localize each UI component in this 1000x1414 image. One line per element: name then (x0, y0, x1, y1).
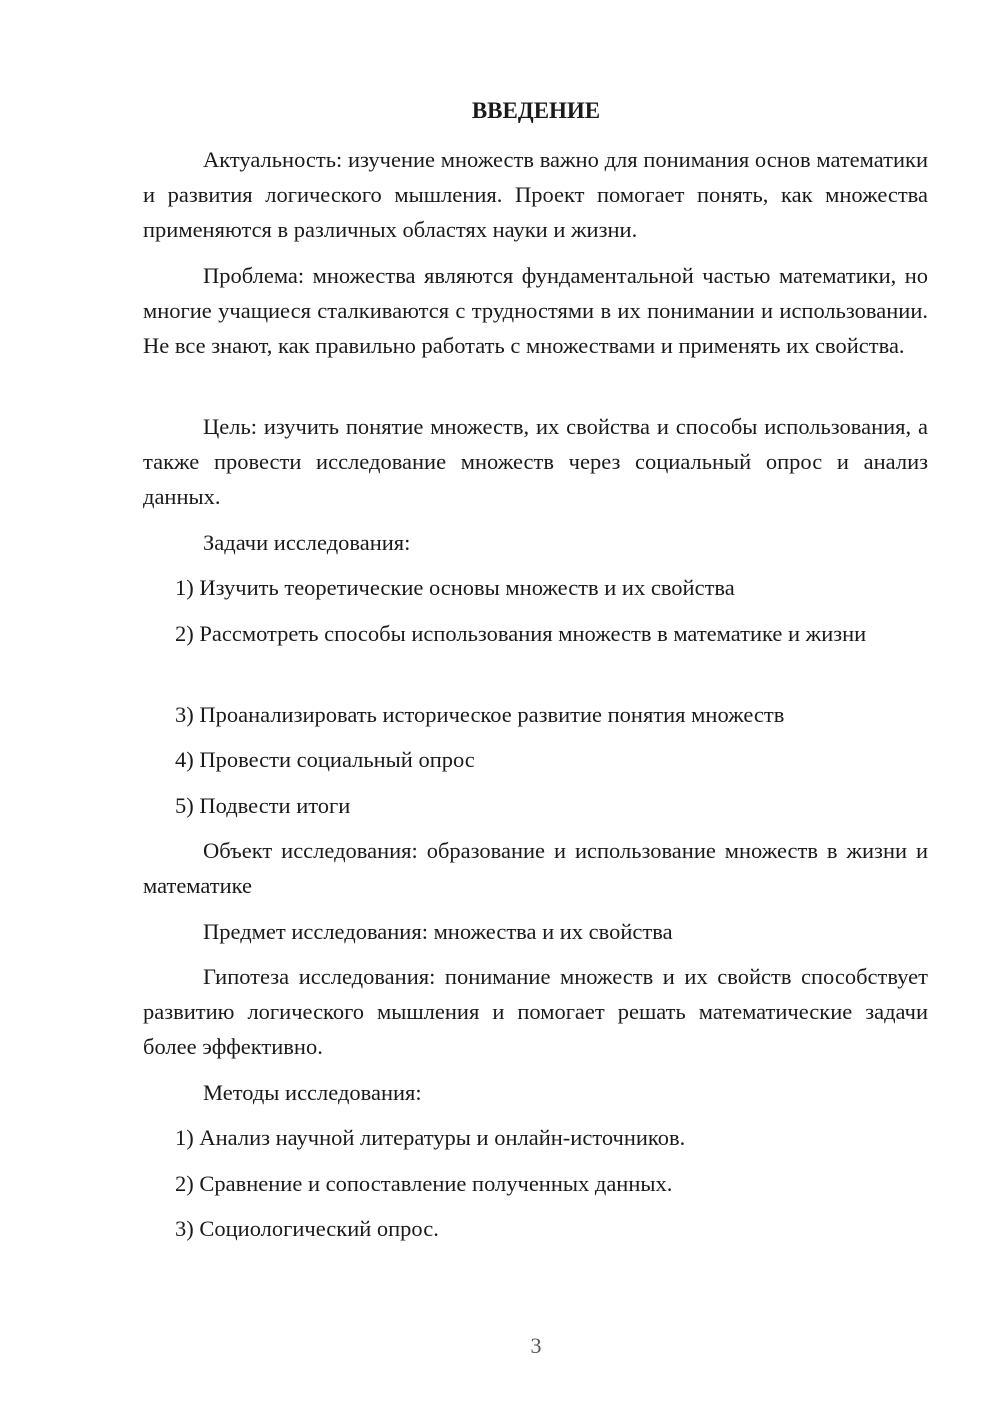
method-item-text: 2) Сравнение и сопоставление полученных данных. (175, 1171, 673, 1196)
task-item (143, 570, 928, 605)
method-item-text: 3) Социологический опрос. (175, 1216, 439, 1241)
methods-heading: Методы исследования: (203, 1080, 422, 1105)
paragraph-hypothesis (143, 959, 928, 1064)
task-item-text: 4) Провести социальный опрос (175, 747, 475, 772)
task-item (143, 788, 928, 823)
method-item (143, 1211, 928, 1246)
paragraph-goal (143, 409, 928, 514)
paragraph-object (143, 833, 928, 903)
object-text: Объект исследования: образование и использование множеств в жизни и математике (143, 838, 928, 898)
subject-text: Предмет исследования: множества и их свойства (203, 919, 673, 944)
methods-heading-block (143, 1075, 928, 1110)
problem-text: Проблема: множества являются фундаментальной частью математики, но многие учащиеся сталкиваются с трудностями в их понимании и использовании. Не все знают, как правильно работать с множествами и применять их свойства. (143, 263, 928, 358)
task-item-text: 5) Подвести итоги (175, 793, 351, 818)
method-item (143, 1120, 928, 1155)
tasks-heading: Задачи исследования: (203, 530, 411, 555)
goal-text: Цель: изучить понятие множеств, их свойства и способы использования, а также провести исследование множеств через социальный опрос и анализ данных. (143, 414, 928, 509)
paragraph-relevance (143, 142, 928, 247)
page-number: 3 (530, 1333, 542, 1358)
task-item-text: 3) Проанализировать историческое развитие понятия множеств (175, 702, 785, 727)
task-item (143, 697, 928, 732)
page-title: ВВЕДЕНИЕ (471, 98, 601, 123)
tasks-heading-block (143, 525, 928, 560)
method-item (143, 1166, 928, 1201)
hypothesis-text: Гипотеза исследования: понимание множеств и их свойств способствует развитию логического мышления и помогает решать математические задачи более эффективно. (143, 964, 928, 1059)
relevance-text: Актуальность: изучение множеств важно для понимания основ математики и развития логического мышления. Проект помогает понять, как множества применяются в различных областях науки и жизни. (143, 147, 928, 242)
task-item-text: 2) Рассмотреть способы использования множеств в математике и жизни (175, 621, 867, 646)
paragraph-problem (143, 258, 928, 363)
paragraph-subject (143, 914, 928, 949)
task-item-text: 1) Изучить теоретические основы множеств и их свойства (175, 575, 735, 600)
method-item-text: 1) Анализ научной литературы и онлайн-источников. (175, 1125, 686, 1150)
task-item (143, 616, 928, 651)
task-item (143, 742, 928, 777)
